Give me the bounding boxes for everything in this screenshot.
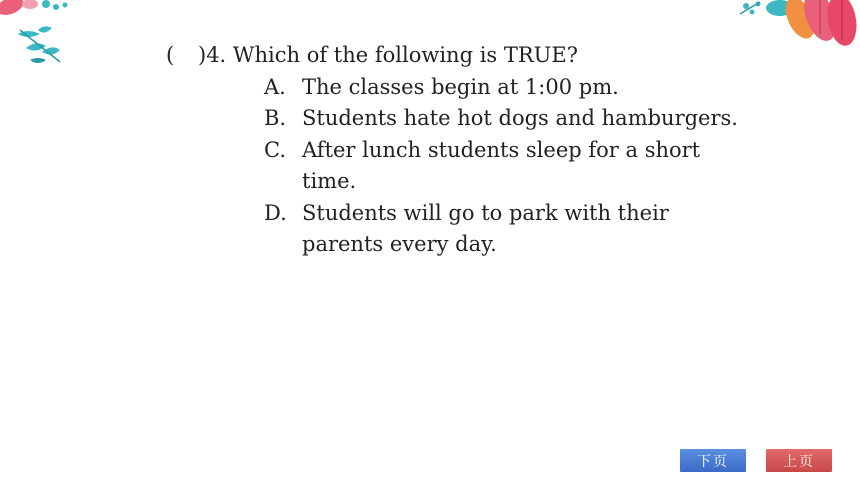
previous-page-button[interactable]: 上页 bbox=[766, 449, 832, 472]
option-letter: A. bbox=[264, 74, 286, 99]
option-text: Students hate hot dogs and hamburgers. bbox=[302, 106, 738, 130]
option-letter: C. bbox=[264, 137, 286, 162]
option-text: After lunch students sleep for a short bbox=[302, 137, 701, 162]
floral-decoration-top-right-icon bbox=[736, 0, 860, 58]
option-text-continued: time. bbox=[302, 169, 357, 193]
floral-decoration-top-left-icon bbox=[0, 0, 80, 72]
next-page-button[interactable]: 下页 bbox=[680, 449, 746, 472]
answer-blank-open: ( bbox=[166, 43, 175, 67]
option-b bbox=[264, 103, 738, 135]
option-a bbox=[264, 72, 619, 104]
question-block bbox=[166, 40, 738, 256]
option-d bbox=[264, 198, 669, 261]
question-number: )4. bbox=[198, 43, 227, 67]
option-letter: B. bbox=[264, 106, 287, 130]
option-text-continued: parents every day. bbox=[302, 232, 497, 256]
option-c bbox=[264, 135, 700, 198]
question-stem: Which of the following is TRUE? bbox=[232, 43, 578, 67]
option-text: The classes begin at 1:00 pm. bbox=[302, 74, 619, 99]
option-letter: D. bbox=[264, 200, 287, 225]
question-stem-line bbox=[166, 40, 726, 72]
option-text: Students will go to park with their bbox=[302, 200, 669, 225]
